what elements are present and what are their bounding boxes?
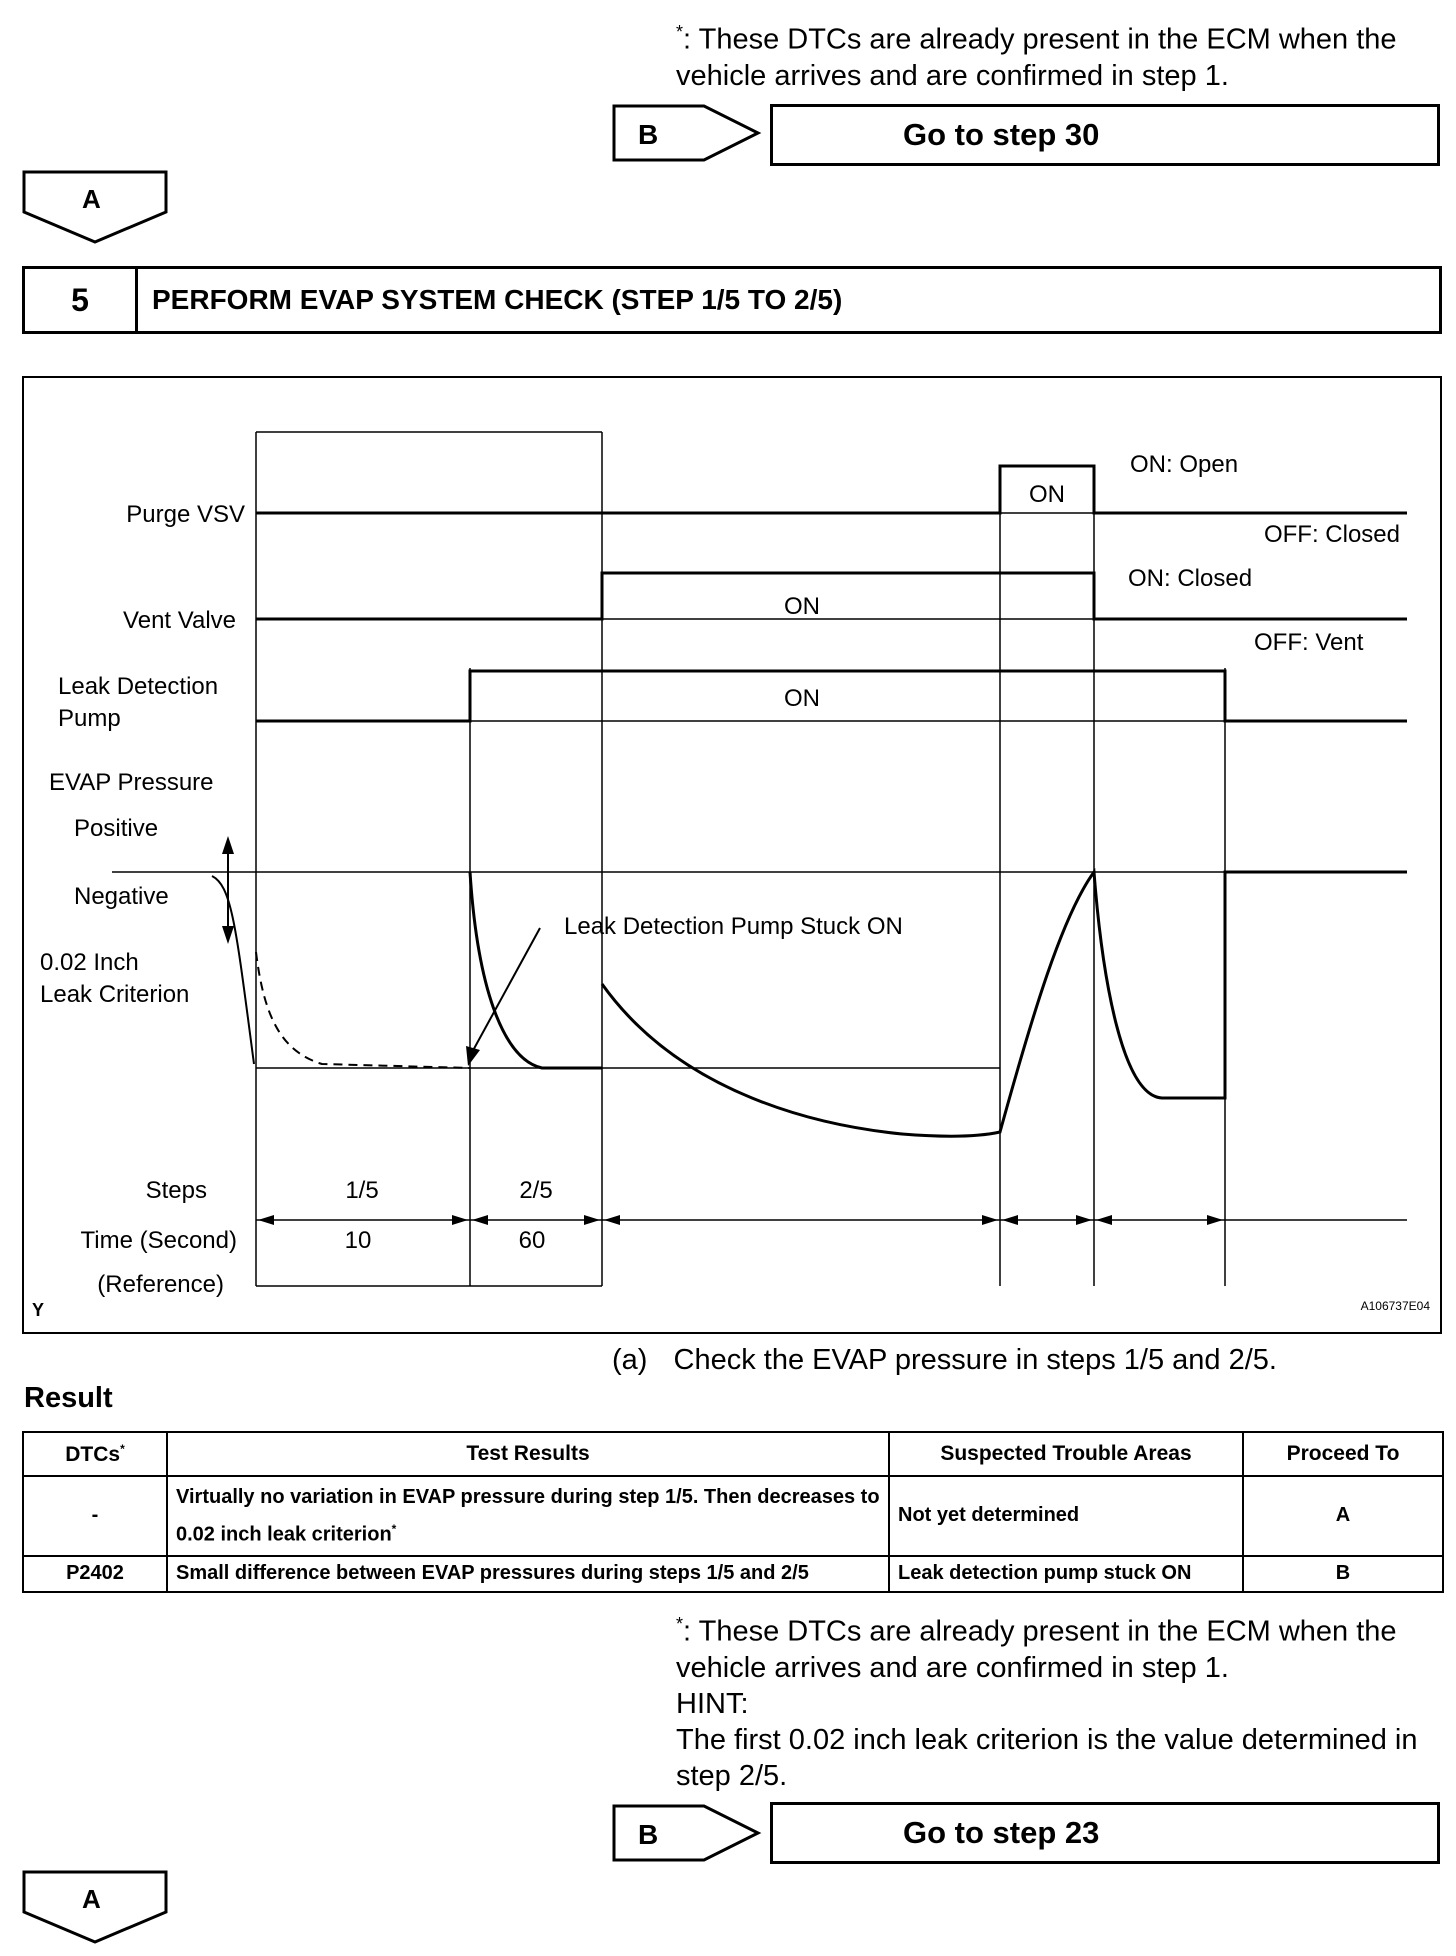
time-2-label: 60 [518,1227,546,1254]
purge-on-label: ON [1029,481,1065,508]
steps-label: Steps [145,1177,207,1204]
row-result: Virtually no variation in EVAP pressure during step 1/5. Then decreases to 0.02 inch leak criterion* [167,1476,889,1556]
evap-pressure-label: EVAP Pressure [49,769,214,796]
caption-text: Check the EVAP pressure in steps 1/5 and 2/5. [673,1344,1277,1376]
row-area: Leak detection pump stuck ON [889,1556,1243,1592]
off-closed-label: OFF: Closed [1263,521,1400,548]
header-areas: Suspected Trouble Areas [889,1432,1243,1476]
table-header-row [23,1432,1443,1476]
vent-valve-label: Vent Valve [123,607,236,634]
branch-a-label: A [82,1884,101,1914]
header-test-results: Test Results [167,1432,889,1476]
time-label: Time (Second) [80,1227,237,1254]
branch-b-arrow[interactable] [612,104,762,162]
criterion-label-1: 0.02 Inch [40,949,139,976]
table-row [23,1476,1443,1556]
vent-on-label: ON [784,593,820,620]
corner-left-mark: Y [32,1300,45,1320]
go-to-step-box[interactable] [770,1802,1440,1864]
note-text: : These DTCs are already present in the ECM when the vehicle arrives and are confirmed in step 1. [676,23,1397,92]
step-header [22,266,1442,334]
note-marker: * [676,1614,684,1634]
result-table [22,1431,1444,1593]
caption-prefix: (a) [612,1344,648,1376]
go-to-step-text: Go to step 30 [903,117,1100,152]
branch-b-arrow[interactable] [612,1804,762,1862]
branch-a-label: A [82,184,101,214]
note-text: : These DTCs are already present in the ECM when the vehicle arrives and are confirmed in step 1. [676,1615,1397,1684]
criterion-label-2: Leak Criterion [40,981,190,1008]
step-2-label: 2/5 [519,1177,553,1204]
leak-pump-label-1: Leak Detection [58,673,219,700]
leak-pump-label-2: Pump [58,705,121,732]
branch-b-label: B [638,1819,659,1850]
branch-b-label: B [638,119,659,150]
purge-vsv-label: Purge VSV [126,501,245,528]
row-result: Small difference between EVAP pressures during steps 1/5 and 2/5 [167,1556,889,1592]
result-heading: Result [24,1382,113,1414]
off-vent-label: OFF: Vent [1254,629,1364,656]
positive-label: Positive [74,815,159,842]
row-dtc: - [23,1476,167,1556]
row-area: Not yet determined [889,1476,1243,1556]
stuck-on-label: Leak Detection Pump Stuck ON [564,913,903,940]
table-row [23,1556,1443,1592]
row-dtc: P2402 [23,1556,167,1592]
header-dtcs: DTCs* [23,1432,167,1476]
top-note [676,14,1446,94]
step-title: PERFORM EVAP SYSTEM CHECK (STEP 1/5 TO 2/5) [152,284,843,315]
on-open-label: ON: Open [1130,451,1239,478]
hint-text: The first 0.02 inch leak criterion is the value determined in step 2/5. [676,1723,1418,1792]
go-to-step-text: Go to step 23 [903,1815,1100,1850]
row-proceed: B [1243,1556,1443,1592]
row-proceed: A [1243,1476,1443,1556]
step-1-label: 1/5 [345,1177,379,1204]
go-to-step-box[interactable] [770,104,1440,166]
step-number: 5 [25,269,138,331]
pump-on-label: ON [784,685,820,712]
branch-a-arrow[interactable] [22,170,168,244]
hint-label: HINT: [676,1687,749,1720]
header-proceed: Proceed To [1243,1432,1443,1476]
on-closed-label: ON: Closed [1128,565,1253,592]
note-marker: * [676,22,684,42]
figure-id: A106737E04 [1360,1299,1430,1313]
branch-a-arrow[interactable] [22,1870,168,1944]
bottom-note [676,1606,1446,1794]
time-1-label: 10 [344,1227,372,1254]
reference-label: (Reference) [97,1271,224,1298]
negative-label: Negative [74,883,169,910]
evap-timing-diagram [22,376,1442,1334]
caption [612,1342,1442,1378]
